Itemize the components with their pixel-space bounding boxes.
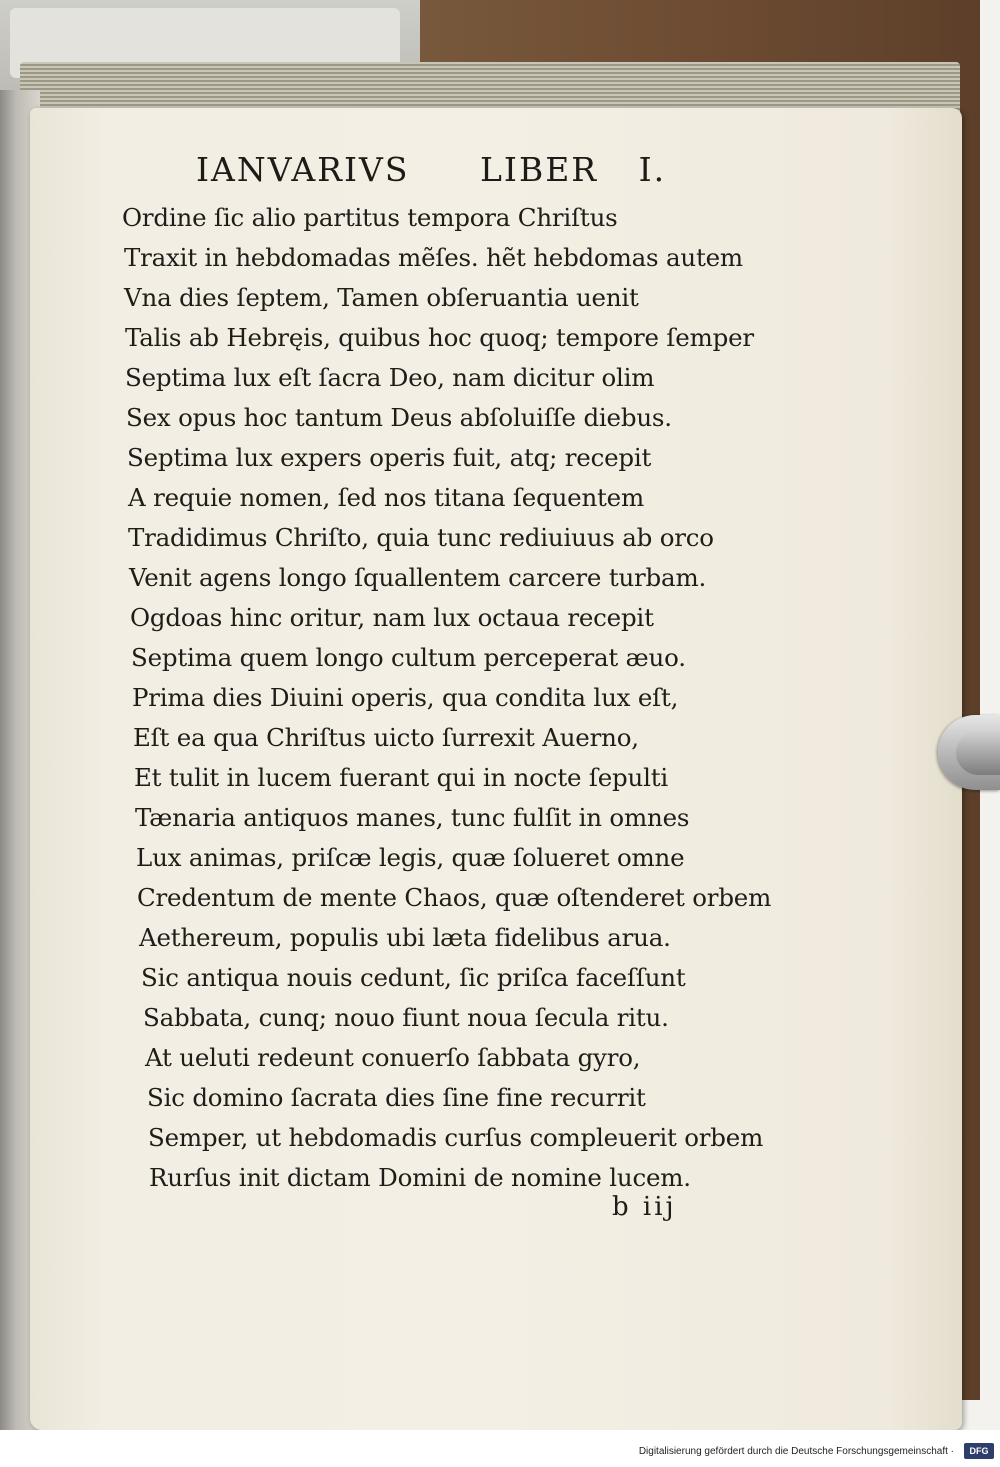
footer-credit: Digitalisierung gefördert durch die Deutsche Forschungsgemeinschaft · xyxy=(638,1446,954,1457)
verse-line: Talis ab Hebręis, quibus hoc quoq; tempore ſemper xyxy=(125,323,754,352)
verse-line: Tænaria antiquos manes, tunc fulſit in omnes xyxy=(135,803,690,832)
verse-line: Sabbata, cunq; nouo fiunt noua ſecula ritu. xyxy=(143,1003,669,1032)
verse-line: A requie nomen, ſed nos titana ſequentem xyxy=(128,483,645,512)
verse-line: Lux animas, priſcæ legis, quæ ſolueret omne xyxy=(136,843,685,872)
verse-line: Septima quem longo cultum perceperat æuo. xyxy=(131,643,686,672)
liber-label: LIBER xyxy=(480,150,599,189)
verse-line: Sic domino ſacrata dies ſine fine recurrit xyxy=(147,1083,646,1112)
verse-line: Sic antiqua nouis cedunt, ſic priſca faceſſunt xyxy=(141,963,686,992)
verse-line: Septima lux eſt ſacra Deo, nam dicitur olim xyxy=(125,363,655,392)
verse-line: At ueluti redeunt conuerſo ſabbata gyro, xyxy=(145,1043,641,1072)
verse-line: Eſt ea qua Chriſtus uicto ſurrexit Auerno, xyxy=(133,723,639,752)
dfg-logo: DFG xyxy=(964,1443,994,1459)
verse-line: Traxit in hebdomadas mẽſes. hẽt hebdomas autem xyxy=(124,243,743,272)
verse-line: Rurſus init dictam Domini de nomine lucem. xyxy=(149,1163,691,1192)
verse-line: Venit agens longo ſquallentem carcere turbam. xyxy=(129,563,707,592)
signature-mark: b iij xyxy=(612,1192,677,1222)
verse-line: Credentum de mente Chaos, quæ oſtenderet orbem xyxy=(137,883,772,912)
verse-line: Et tulit in lucem fuerant qui in nocte ſepulti xyxy=(134,763,668,792)
verse-line: Ogdoas hinc oritur, nam lux octaua recepit xyxy=(130,603,654,632)
verse-line: Sex opus hoc tantum Deus abſoluiſſe diebus. xyxy=(126,403,672,432)
verse-line: Prima dies Diuini operis, qua condita lux eſt, xyxy=(132,683,679,712)
verse-line: Vna dies ſeptem, Tamen obſeruantia uenit xyxy=(124,283,639,312)
verse-line: Ordine ſic alio partitus tempora Chriſtus xyxy=(122,203,618,232)
verse-line: Semper, ut hebdomadis curſus compleuerit orbem xyxy=(148,1123,764,1152)
verse-line: Tradidimus Chriſto, quia tunc rediuiuus ab orco xyxy=(128,523,714,552)
verse-line: Septima lux expers operis fuit, atq; recepit xyxy=(127,443,652,472)
verse-line: Aethereum, populis ubi læta fidelibus arua. xyxy=(139,923,671,952)
running-title: IANVARIVS xyxy=(196,150,410,189)
book-number: I. xyxy=(638,150,667,189)
